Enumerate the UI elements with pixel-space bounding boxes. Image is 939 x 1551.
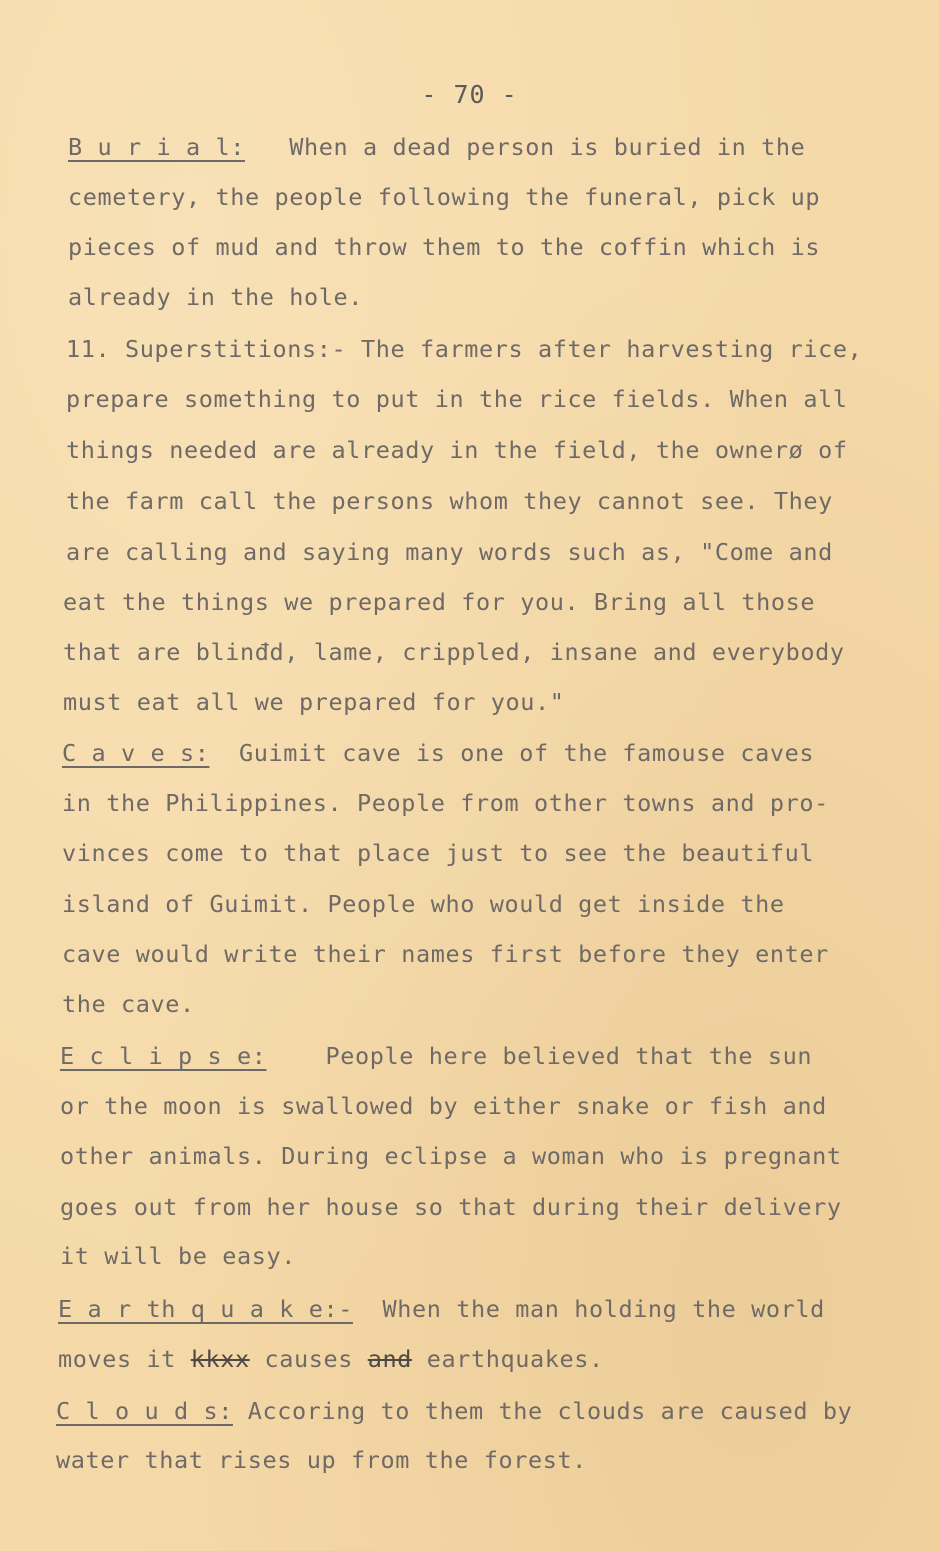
clouds-line-2: water that rises up from the forest. (56, 1446, 587, 1474)
caves-heading: C a v e s: (62, 739, 210, 767)
superstitions-line-4: the farm call the persons whom they cannot see. They (66, 487, 833, 515)
caves-line-1 (62, 739, 815, 767)
superstitions-line-7: that are blinđd, lame, crippled, insane and everybody (63, 638, 845, 666)
superstitions-line-3: things needed are already in the field, the ownerø of (66, 436, 848, 464)
struck-text-1: kkxx (190, 1345, 250, 1373)
eclipse-text: People here believed that the sun (325, 1042, 813, 1070)
superstitions-line-1: 11. Superstitions:- The farmers after harvesting rice, (66, 335, 863, 363)
clouds-line-1 (56, 1397, 853, 1425)
earthquake-text-start: moves it (58, 1345, 191, 1373)
caves-line-4: island of Guimit. People who would get inside the (62, 890, 785, 918)
eclipse-line-5: it will be easy. (60, 1242, 296, 1270)
clouds-heading: C l o u d s: (56, 1397, 233, 1425)
earthquake-text-end: earthquakes. (411, 1345, 604, 1373)
burial-text: When a dead person is buried in the (289, 133, 806, 161)
burial-heading: B u r i a l: (68, 133, 245, 161)
superstitions-line-6: eat the things we prepared for you. Bring all those (63, 588, 816, 616)
burial-line-1 (68, 133, 806, 161)
superstitions-line-8: must eat all we prepared for you." (63, 688, 565, 716)
caves-line-5: cave would write their names first before they enter (62, 940, 829, 968)
earthquake-text: When the man holding the world (382, 1295, 825, 1323)
caves-line-2: in the Philippines. People from other towns and pro- (62, 789, 829, 817)
earthquake-heading: E a r th q u a k e:- (58, 1295, 353, 1323)
earthquake-line-2 (58, 1345, 604, 1373)
caves-line-6: the cave. (62, 990, 195, 1018)
page-number: - 70 - (421, 80, 518, 109)
eclipse-line-3: other animals. During eclipse a woman who is pregnant (60, 1142, 842, 1170)
superstitions-line-2: prepare something to put in the rice fields. When all (66, 385, 848, 413)
eclipse-line-1 (60, 1042, 813, 1070)
earthquake-line-1 (58, 1295, 825, 1323)
clouds-text: Accoring to them the clouds are caused by (247, 1397, 853, 1425)
superstitions-line-5: are calling and saying many words such as, "Come and (66, 538, 833, 566)
struck-text-2: and (367, 1345, 412, 1373)
caves-line-3: vinces come to that place just to see the beautiful (62, 839, 815, 867)
eclipse-line-2: or the moon is swallowed by either snake or fish and (60, 1092, 827, 1120)
eclipse-line-4: goes out from her house so that during their delivery (60, 1193, 842, 1221)
burial-line-4: already in the hole. (68, 283, 363, 311)
burial-line-3: pieces of mud and throw them to the coffin which is (68, 233, 821, 261)
burial-line-2: cemetery, the people following the funeral, pick up (68, 183, 821, 211)
eclipse-heading: E c l i p s e: (60, 1042, 267, 1070)
earthquake-text-middle: causes (249, 1345, 368, 1373)
caves-text: Guimit cave is one of the famouse caves (238, 739, 815, 767)
